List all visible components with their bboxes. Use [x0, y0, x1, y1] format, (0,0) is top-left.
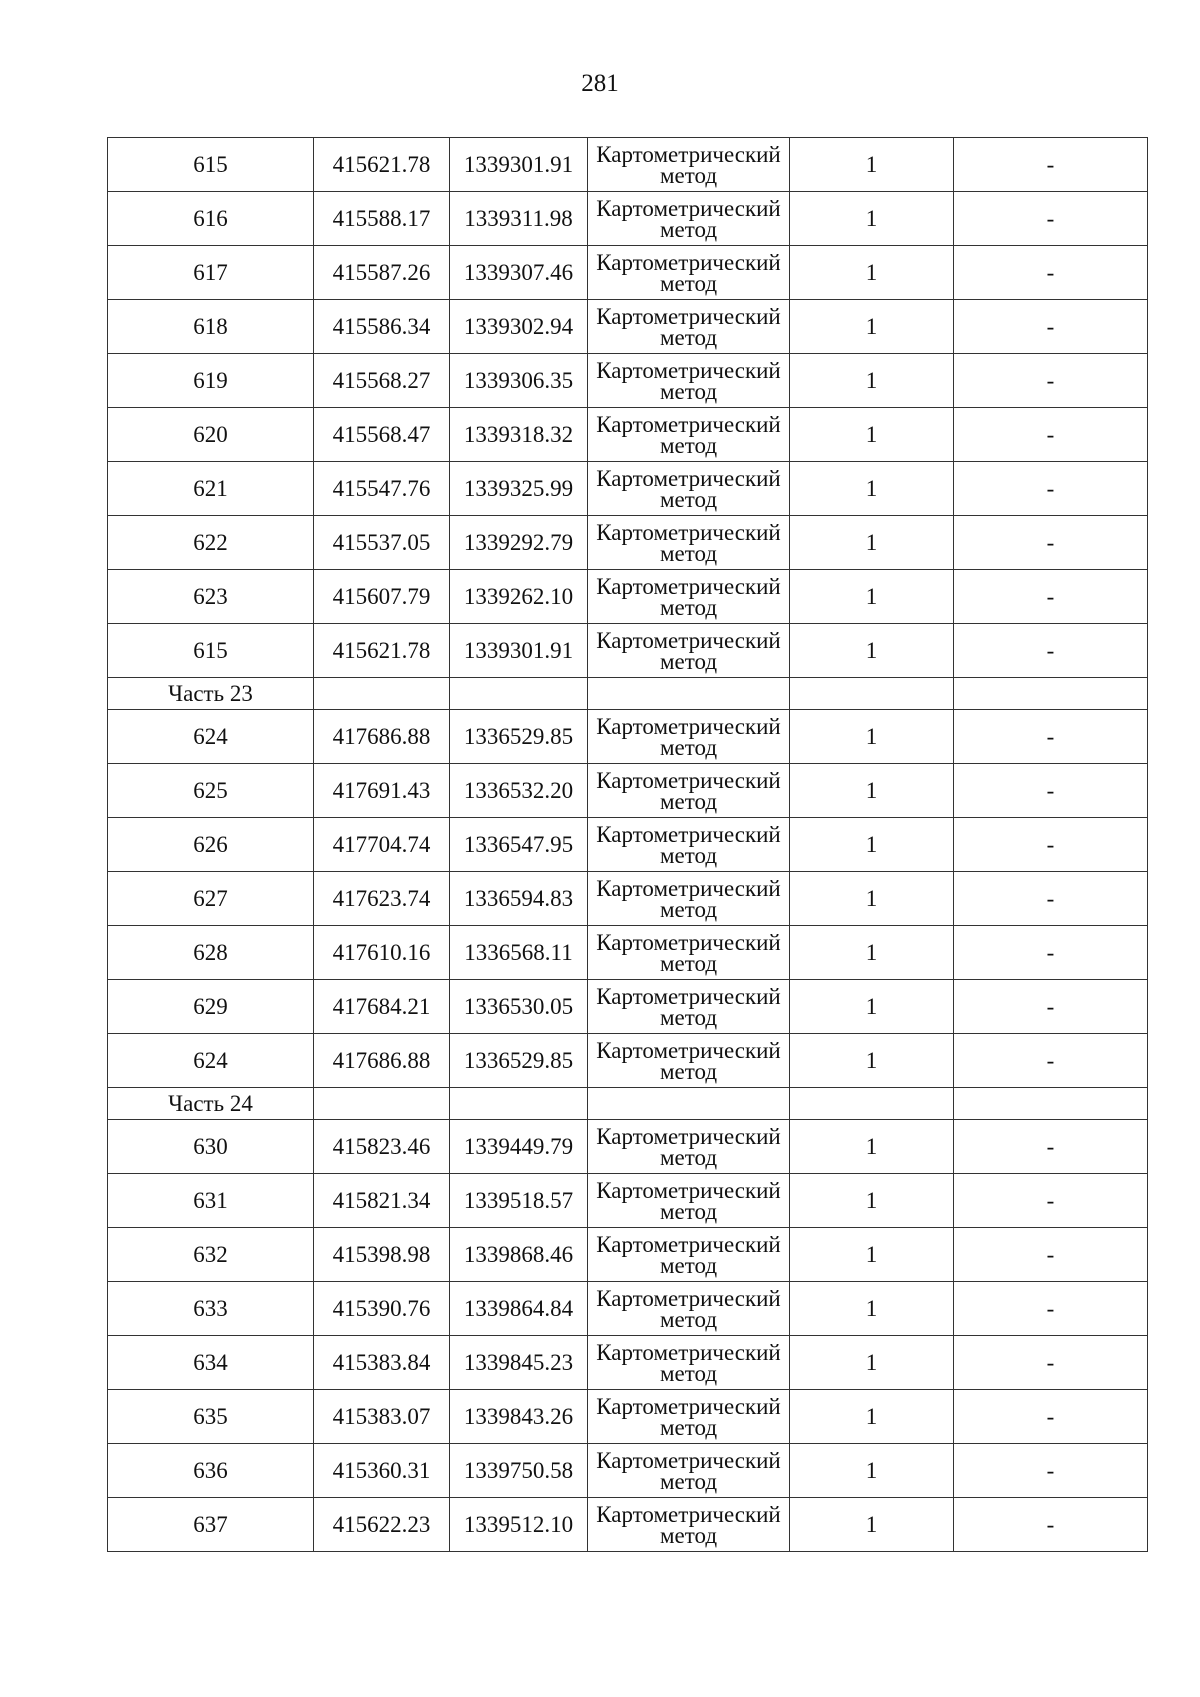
empty-cell: [790, 1088, 954, 1120]
description-cell: -: [954, 980, 1148, 1034]
x-coordinate-cell: 415547.76: [314, 462, 450, 516]
point-number-cell: 618: [108, 300, 314, 354]
description-cell: -: [954, 624, 1148, 678]
description-cell: -: [954, 138, 1148, 192]
y-coordinate-cell: 1336547.95: [450, 818, 588, 872]
method-cell: Картометрический метод: [588, 710, 790, 764]
empty-cell: [954, 1088, 1148, 1120]
table-row: [108, 1498, 1148, 1552]
description-cell: -: [954, 408, 1148, 462]
method-cell: Картометрический метод: [588, 1498, 790, 1552]
table-row: [108, 408, 1148, 462]
y-coordinate-cell: 1339325.99: [450, 462, 588, 516]
table-row: [108, 192, 1148, 246]
x-coordinate-cell: 415823.46: [314, 1120, 450, 1174]
point-number-cell: 627: [108, 872, 314, 926]
empty-cell: [588, 678, 790, 710]
point-number-cell: 624: [108, 710, 314, 764]
description-cell: -: [954, 764, 1148, 818]
method-cell: Картометрический метод: [588, 192, 790, 246]
method-cell: Картометрический метод: [588, 872, 790, 926]
accuracy-cell: 1: [790, 926, 954, 980]
accuracy-cell: 1: [790, 246, 954, 300]
point-number-cell: 621: [108, 462, 314, 516]
y-coordinate-cell: 1339449.79: [450, 1120, 588, 1174]
table-row: [108, 354, 1148, 408]
x-coordinate-cell: 415383.84: [314, 1336, 450, 1390]
point-number-cell: 637: [108, 1498, 314, 1552]
x-coordinate-cell: 415821.34: [314, 1174, 450, 1228]
y-coordinate-cell: 1336568.11: [450, 926, 588, 980]
description-cell: -: [954, 1228, 1148, 1282]
table-row: [108, 1120, 1148, 1174]
table-row: [108, 926, 1148, 980]
description-cell: -: [954, 872, 1148, 926]
empty-cell: [954, 678, 1148, 710]
description-cell: -: [954, 1444, 1148, 1498]
y-coordinate-cell: 1336529.85: [450, 1034, 588, 1088]
method-cell: Картометрический метод: [588, 138, 790, 192]
accuracy-cell: 1: [790, 1336, 954, 1390]
method-cell: Картометрический метод: [588, 246, 790, 300]
y-coordinate-cell: 1339750.58: [450, 1444, 588, 1498]
description-cell: -: [954, 354, 1148, 408]
x-coordinate-cell: 415621.78: [314, 624, 450, 678]
y-coordinate-cell: 1336529.85: [450, 710, 588, 764]
point-number-cell: 619: [108, 354, 314, 408]
accuracy-cell: 1: [790, 408, 954, 462]
empty-cell: [314, 1088, 450, 1120]
method-cell: Картометрический метод: [588, 980, 790, 1034]
x-coordinate-cell: 417691.43: [314, 764, 450, 818]
x-coordinate-cell: 415390.76: [314, 1282, 450, 1336]
table-row: [108, 138, 1148, 192]
x-coordinate-cell: 415568.47: [314, 408, 450, 462]
coordinates-table: [107, 137, 1148, 1552]
accuracy-cell: 1: [790, 192, 954, 246]
method-cell: Картометрический метод: [588, 408, 790, 462]
description-cell: -: [954, 1034, 1148, 1088]
empty-cell: [588, 1088, 790, 1120]
description-cell: -: [954, 1336, 1148, 1390]
accuracy-cell: 1: [790, 872, 954, 926]
y-coordinate-cell: 1339318.32: [450, 408, 588, 462]
y-coordinate-cell: 1339843.26: [450, 1390, 588, 1444]
page-number: 281: [581, 70, 619, 97]
point-number-cell: 630: [108, 1120, 314, 1174]
method-cell: Картометрический метод: [588, 570, 790, 624]
table-row: [108, 764, 1148, 818]
description-cell: -: [954, 818, 1148, 872]
method-cell: Картометрический метод: [588, 764, 790, 818]
x-coordinate-cell: 417684.21: [314, 980, 450, 1034]
y-coordinate-cell: 1339301.91: [450, 624, 588, 678]
method-cell: Картометрический метод: [588, 1390, 790, 1444]
point-number-cell: 623: [108, 570, 314, 624]
description-cell: -: [954, 300, 1148, 354]
table-row: [108, 980, 1148, 1034]
x-coordinate-cell: 415398.98: [314, 1228, 450, 1282]
point-number-cell: 617: [108, 246, 314, 300]
x-coordinate-cell: 415588.17: [314, 192, 450, 246]
empty-cell: [314, 678, 450, 710]
table-row: [108, 570, 1148, 624]
empty-cell: [450, 1088, 588, 1120]
x-coordinate-cell: 415587.26: [314, 246, 450, 300]
method-cell: Картометрический метод: [588, 1444, 790, 1498]
table-row: [108, 1282, 1148, 1336]
y-coordinate-cell: 1339845.23: [450, 1336, 588, 1390]
method-cell: Картометрический метод: [588, 818, 790, 872]
table-row: [108, 1228, 1148, 1282]
method-cell: Картометрический метод: [588, 1174, 790, 1228]
method-cell: Картометрический метод: [588, 1336, 790, 1390]
point-number-cell: 632: [108, 1228, 314, 1282]
accuracy-cell: 1: [790, 1120, 954, 1174]
x-coordinate-cell: 415360.31: [314, 1444, 450, 1498]
y-coordinate-cell: 1339868.46: [450, 1228, 588, 1282]
y-coordinate-cell: 1339512.10: [450, 1498, 588, 1552]
x-coordinate-cell: 415383.07: [314, 1390, 450, 1444]
table-row: [108, 872, 1148, 926]
part-label: Часть 24: [108, 1088, 314, 1120]
accuracy-cell: 1: [790, 1282, 954, 1336]
table-row: [108, 818, 1148, 872]
y-coordinate-cell: 1339311.98: [450, 192, 588, 246]
table-row: [108, 462, 1148, 516]
y-coordinate-cell: 1336530.05: [450, 980, 588, 1034]
accuracy-cell: 1: [790, 570, 954, 624]
description-cell: -: [954, 462, 1148, 516]
point-number-cell: 629: [108, 980, 314, 1034]
accuracy-cell: 1: [790, 516, 954, 570]
y-coordinate-cell: 1339518.57: [450, 1174, 588, 1228]
point-number-cell: 633: [108, 1282, 314, 1336]
x-coordinate-cell: 417686.88: [314, 1034, 450, 1088]
accuracy-cell: 1: [790, 764, 954, 818]
description-cell: -: [954, 1174, 1148, 1228]
table-row: [108, 1034, 1148, 1088]
point-number-cell: 634: [108, 1336, 314, 1390]
accuracy-cell: 1: [790, 1034, 954, 1088]
accuracy-cell: 1: [790, 1228, 954, 1282]
y-coordinate-cell: 1336594.83: [450, 872, 588, 926]
point-number-cell: 622: [108, 516, 314, 570]
y-coordinate-cell: 1339864.84: [450, 1282, 588, 1336]
table-row: [108, 246, 1148, 300]
table-row: [108, 516, 1148, 570]
accuracy-cell: 1: [790, 1174, 954, 1228]
part-header-row: [108, 678, 1148, 710]
point-number-cell: 616: [108, 192, 314, 246]
description-cell: -: [954, 192, 1148, 246]
x-coordinate-cell: 417623.74: [314, 872, 450, 926]
table-row: [108, 624, 1148, 678]
x-coordinate-cell: 415607.79: [314, 570, 450, 624]
point-number-cell: 635: [108, 1390, 314, 1444]
table-row: [108, 300, 1148, 354]
point-number-cell: 615: [108, 624, 314, 678]
description-cell: -: [954, 710, 1148, 764]
accuracy-cell: 1: [790, 138, 954, 192]
x-coordinate-cell: 415622.23: [314, 1498, 450, 1552]
description-cell: -: [954, 570, 1148, 624]
method-cell: Картометрический метод: [588, 926, 790, 980]
y-coordinate-cell: 1339301.91: [450, 138, 588, 192]
accuracy-cell: 1: [790, 300, 954, 354]
table-row: [108, 1444, 1148, 1498]
method-cell: Картометрический метод: [588, 354, 790, 408]
description-cell: -: [954, 926, 1148, 980]
table-row: [108, 710, 1148, 764]
method-cell: Картометрический метод: [588, 300, 790, 354]
y-coordinate-cell: 1339306.35: [450, 354, 588, 408]
accuracy-cell: 1: [790, 1390, 954, 1444]
x-coordinate-cell: 417704.74: [314, 818, 450, 872]
x-coordinate-cell: 415537.05: [314, 516, 450, 570]
description-cell: -: [954, 1498, 1148, 1552]
description-cell: -: [954, 1120, 1148, 1174]
method-cell: Картометрический метод: [588, 1034, 790, 1088]
method-cell: Картометрический метод: [588, 1228, 790, 1282]
accuracy-cell: 1: [790, 354, 954, 408]
accuracy-cell: 1: [790, 710, 954, 764]
y-coordinate-cell: 1339302.94: [450, 300, 588, 354]
point-number-cell: 626: [108, 818, 314, 872]
part-header-row: [108, 1088, 1148, 1120]
empty-cell: [450, 678, 588, 710]
x-coordinate-cell: 415586.34: [314, 300, 450, 354]
method-cell: Картометрический метод: [588, 462, 790, 516]
description-cell: -: [954, 1390, 1148, 1444]
point-number-cell: 631: [108, 1174, 314, 1228]
x-coordinate-cell: 415621.78: [314, 138, 450, 192]
accuracy-cell: 1: [790, 462, 954, 516]
table-row: [108, 1174, 1148, 1228]
accuracy-cell: 1: [790, 624, 954, 678]
x-coordinate-cell: 417610.16: [314, 926, 450, 980]
part-label: Часть 23: [108, 678, 314, 710]
point-number-cell: 628: [108, 926, 314, 980]
description-cell: -: [954, 246, 1148, 300]
point-number-cell: 615: [108, 138, 314, 192]
point-number-cell: 624: [108, 1034, 314, 1088]
accuracy-cell: 1: [790, 818, 954, 872]
point-number-cell: 625: [108, 764, 314, 818]
y-coordinate-cell: 1339307.46: [450, 246, 588, 300]
table-body: [108, 138, 1148, 1552]
y-coordinate-cell: 1339292.79: [450, 516, 588, 570]
accuracy-cell: 1: [790, 1444, 954, 1498]
y-coordinate-cell: 1336532.20: [450, 764, 588, 818]
method-cell: Картометрический метод: [588, 516, 790, 570]
x-coordinate-cell: 417686.88: [314, 710, 450, 764]
method-cell: Картометрический метод: [588, 1120, 790, 1174]
method-cell: Картометрический метод: [588, 1282, 790, 1336]
description-cell: -: [954, 516, 1148, 570]
method-cell: Картометрический метод: [588, 624, 790, 678]
table-row: [108, 1336, 1148, 1390]
point-number-cell: 636: [108, 1444, 314, 1498]
empty-cell: [790, 678, 954, 710]
description-cell: -: [954, 1282, 1148, 1336]
point-number-cell: 620: [108, 408, 314, 462]
table-row: [108, 1390, 1148, 1444]
accuracy-cell: 1: [790, 980, 954, 1034]
accuracy-cell: 1: [790, 1498, 954, 1552]
x-coordinate-cell: 415568.27: [314, 354, 450, 408]
y-coordinate-cell: 1339262.10: [450, 570, 588, 624]
